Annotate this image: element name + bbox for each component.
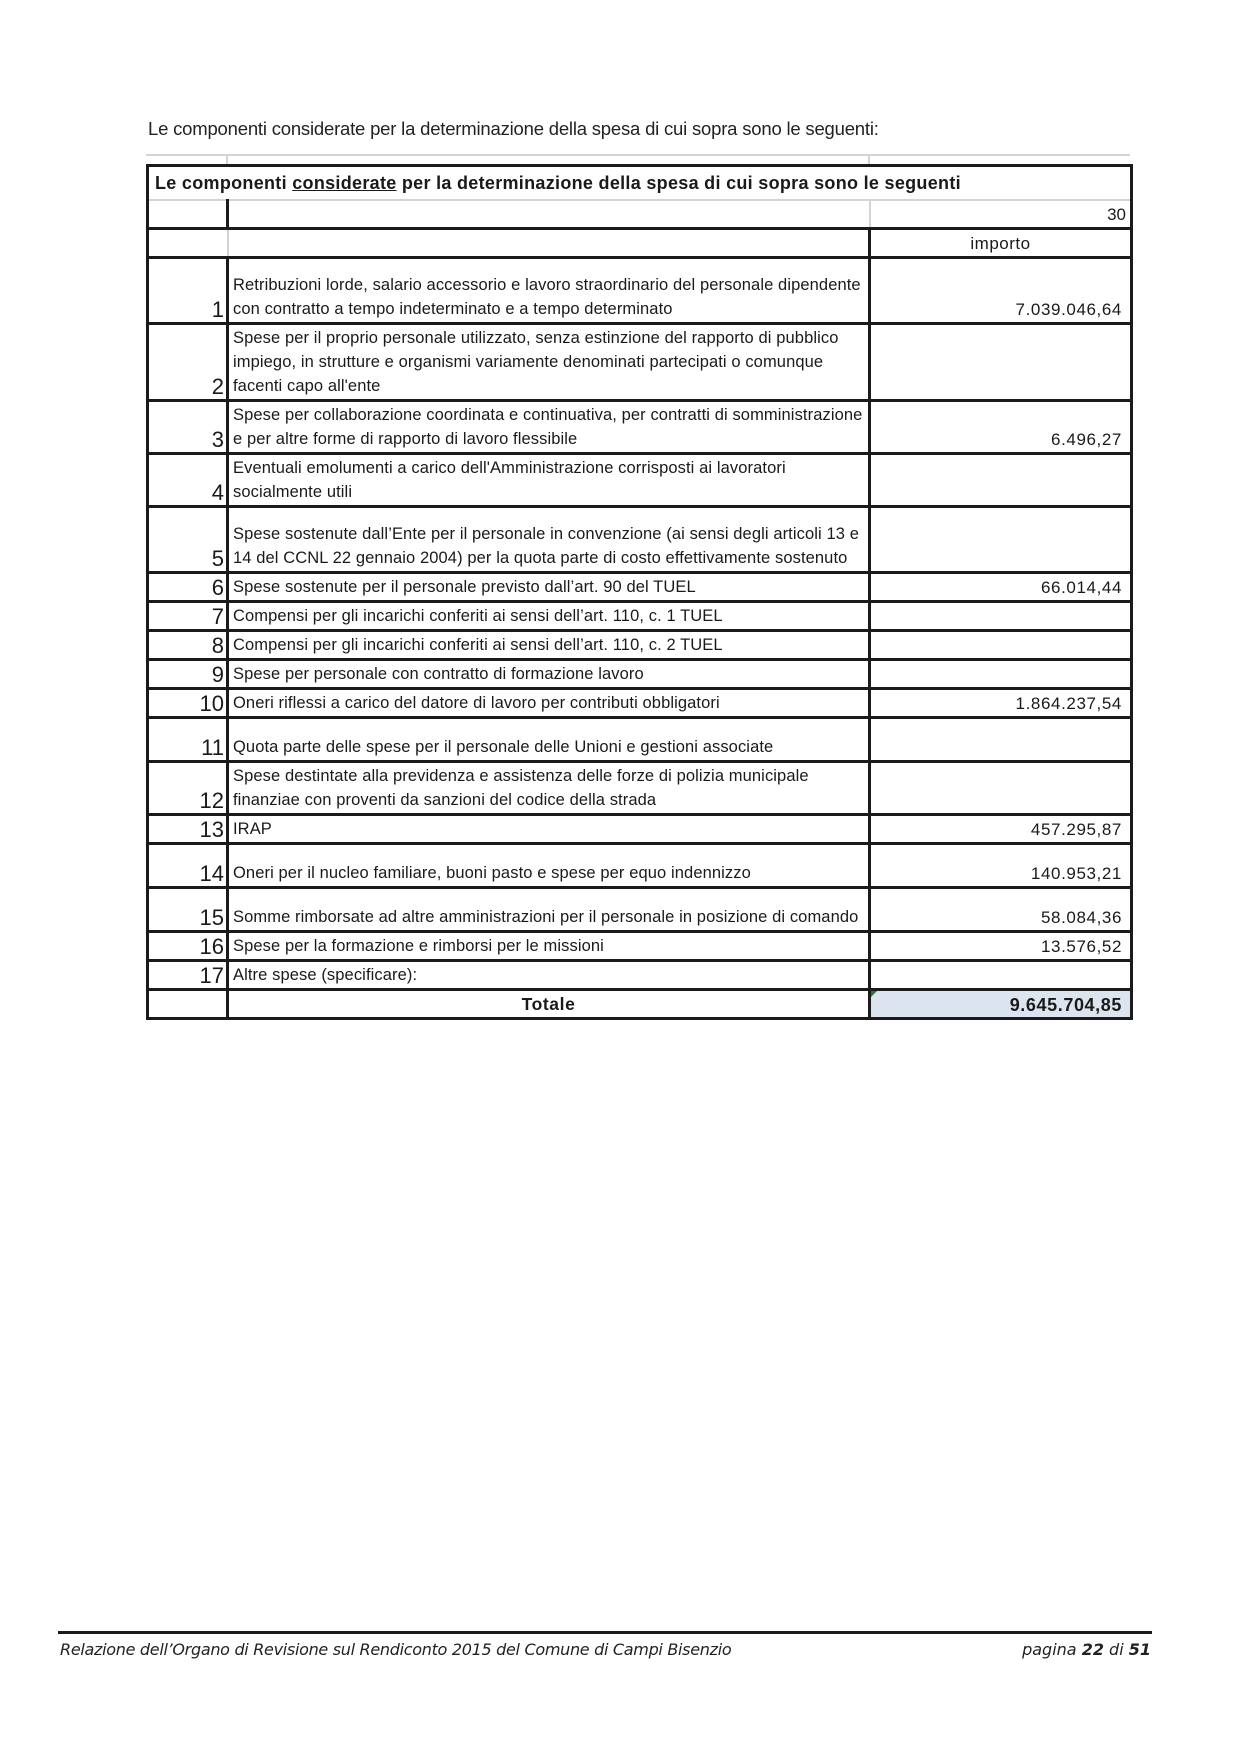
row-amount: 140.953,21 [870,844,1132,888]
row-label: Oneri riflessi a carico del datore di lavoro per contributi obbligatori [228,689,870,718]
table-row [148,507,1132,573]
row-amount [870,324,1132,401]
intro-paragraph: Le componenti considerate per la determinazione della spesa di cui sopra sono le seguenti: [148,118,879,139]
table-row [148,258,1132,324]
row-amount [870,718,1132,762]
cell-comment-marker-icon [871,991,877,997]
row-number: 15 [148,888,228,932]
row-number: 14 [148,844,228,888]
row-amount: 13.576,52 [870,932,1132,961]
table-row [148,454,1132,507]
components-table [146,164,1133,1020]
row-amount: 457.295,87 [870,815,1132,844]
table-row [148,660,1132,689]
total-label: Totale [228,990,870,1019]
row-label: Somme rimborsate ad altre amministrazioni per il personale in posizione di comando [228,888,870,932]
row-label: Oneri per il nucleo familiare, buoni pasto e spese per equo indennizzo [228,844,870,888]
components-table-container [146,154,1130,1020]
row-amount [870,631,1132,660]
row-number: 7 [148,602,228,631]
code-row [148,200,1132,229]
table-row [148,401,1132,454]
footer-page-number: pagina 22 di 51 [1022,1640,1151,1659]
row-number: 3 [148,401,228,454]
row-number: 11 [148,718,228,762]
footer-divider [58,1631,1152,1634]
row-label: Altre spese (specificare): [228,961,870,990]
row-number: 10 [148,689,228,718]
row-amount: 58.084,36 [870,888,1132,932]
row-number: 5 [148,507,228,573]
row-label: IRAP [228,815,870,844]
row-number: 9 [148,660,228,689]
table-row [148,888,1132,932]
row-amount: 66.014,44 [870,573,1132,602]
row-label: Eventuali emolumenti a carico dell'Amministrazione corrisposti ai lavoratori socialmente utili [228,454,870,507]
row-number: 16 [148,932,228,961]
row-number: 8 [148,631,228,660]
table-row [148,689,1132,718]
amount-column-header: importo [870,229,1132,258]
row-label: Compensi per gli incarichi conferiti ai sensi dell’art. 110, c. 1 TUEL [228,602,870,631]
table-row [148,573,1132,602]
row-number: 6 [148,573,228,602]
row-number: 13 [148,815,228,844]
code-value: 30 [870,200,1132,229]
row-label: Quota parte delle spese per il personale delle Unioni e gestioni associate [228,718,870,762]
spreadsheet-gridline [146,154,1130,164]
row-amount [870,507,1132,573]
total-amount: 9.645.704,85 [870,990,1132,1019]
footer-document-title: Relazione dell’Organo di Revisione sul Rendiconto 2015 del Comune di Campi Bisenzio [60,1640,732,1659]
total-row [148,990,1132,1019]
row-amount: 6.496,27 [870,401,1132,454]
table-row [148,762,1132,815]
row-label: Spese sostenute per il personale previsto dall’art. 90 del TUEL [228,573,870,602]
row-number: 12 [148,762,228,815]
table-row [148,631,1132,660]
row-amount [870,660,1132,689]
table-row [148,718,1132,762]
row-label: Spese per la formazione e rimborsi per le missioni [228,932,870,961]
row-number: 4 [148,454,228,507]
row-amount [870,961,1132,990]
row-amount: 7.039.046,64 [870,258,1132,324]
column-header-row [148,229,1132,258]
row-label: Retribuzioni lorde, salario accessorio e lavoro straordinario del personale dipendente con contratto a tempo indeterminato e a tempo determinato [228,258,870,324]
row-label: Compensi per gli incarichi conferiti ai sensi dell’art. 110, c. 2 TUEL [228,631,870,660]
row-amount [870,762,1132,815]
row-number: 2 [148,324,228,401]
table-row [148,932,1132,961]
table-title-row [148,166,1132,201]
table-row [148,602,1132,631]
table-title: Le componenti considerate per la determinazione della spesa di cui sopra sono le seguenti [148,166,1132,201]
row-label: Spese per collaborazione coordinata e continuativa, per contratti di somministrazione e per altre forme di rapporto di lavoro flessibile [228,401,870,454]
table-row [148,961,1132,990]
table-row [148,844,1132,888]
row-amount: 1.864.237,54 [870,689,1132,718]
row-label: Spese destintate alla previdenza e assistenza delle forze di polizia municipale finanziae con proventi da sanzioni del codice della strada [228,762,870,815]
row-amount [870,454,1132,507]
row-number: 1 [148,258,228,324]
row-number: 17 [148,961,228,990]
row-label: Spese per il proprio personale utilizzato, senza estinzione del rapporto di pubblico impiego, in strutture e organismi variamente denominati partecipati o comunque facenti capo all'ente [228,324,870,401]
row-label: Spese sostenute dall’Ente per il personale in convenzione (ai sensi degli articoli 13 e 14 del CCNL 22 gennaio 2004) per la quota parte di costo effettivamente sostenuto [228,507,870,573]
table-row [148,815,1132,844]
row-amount [870,602,1132,631]
row-label: Spese per personale con contratto di formazione lavoro [228,660,870,689]
table-row [148,324,1132,401]
